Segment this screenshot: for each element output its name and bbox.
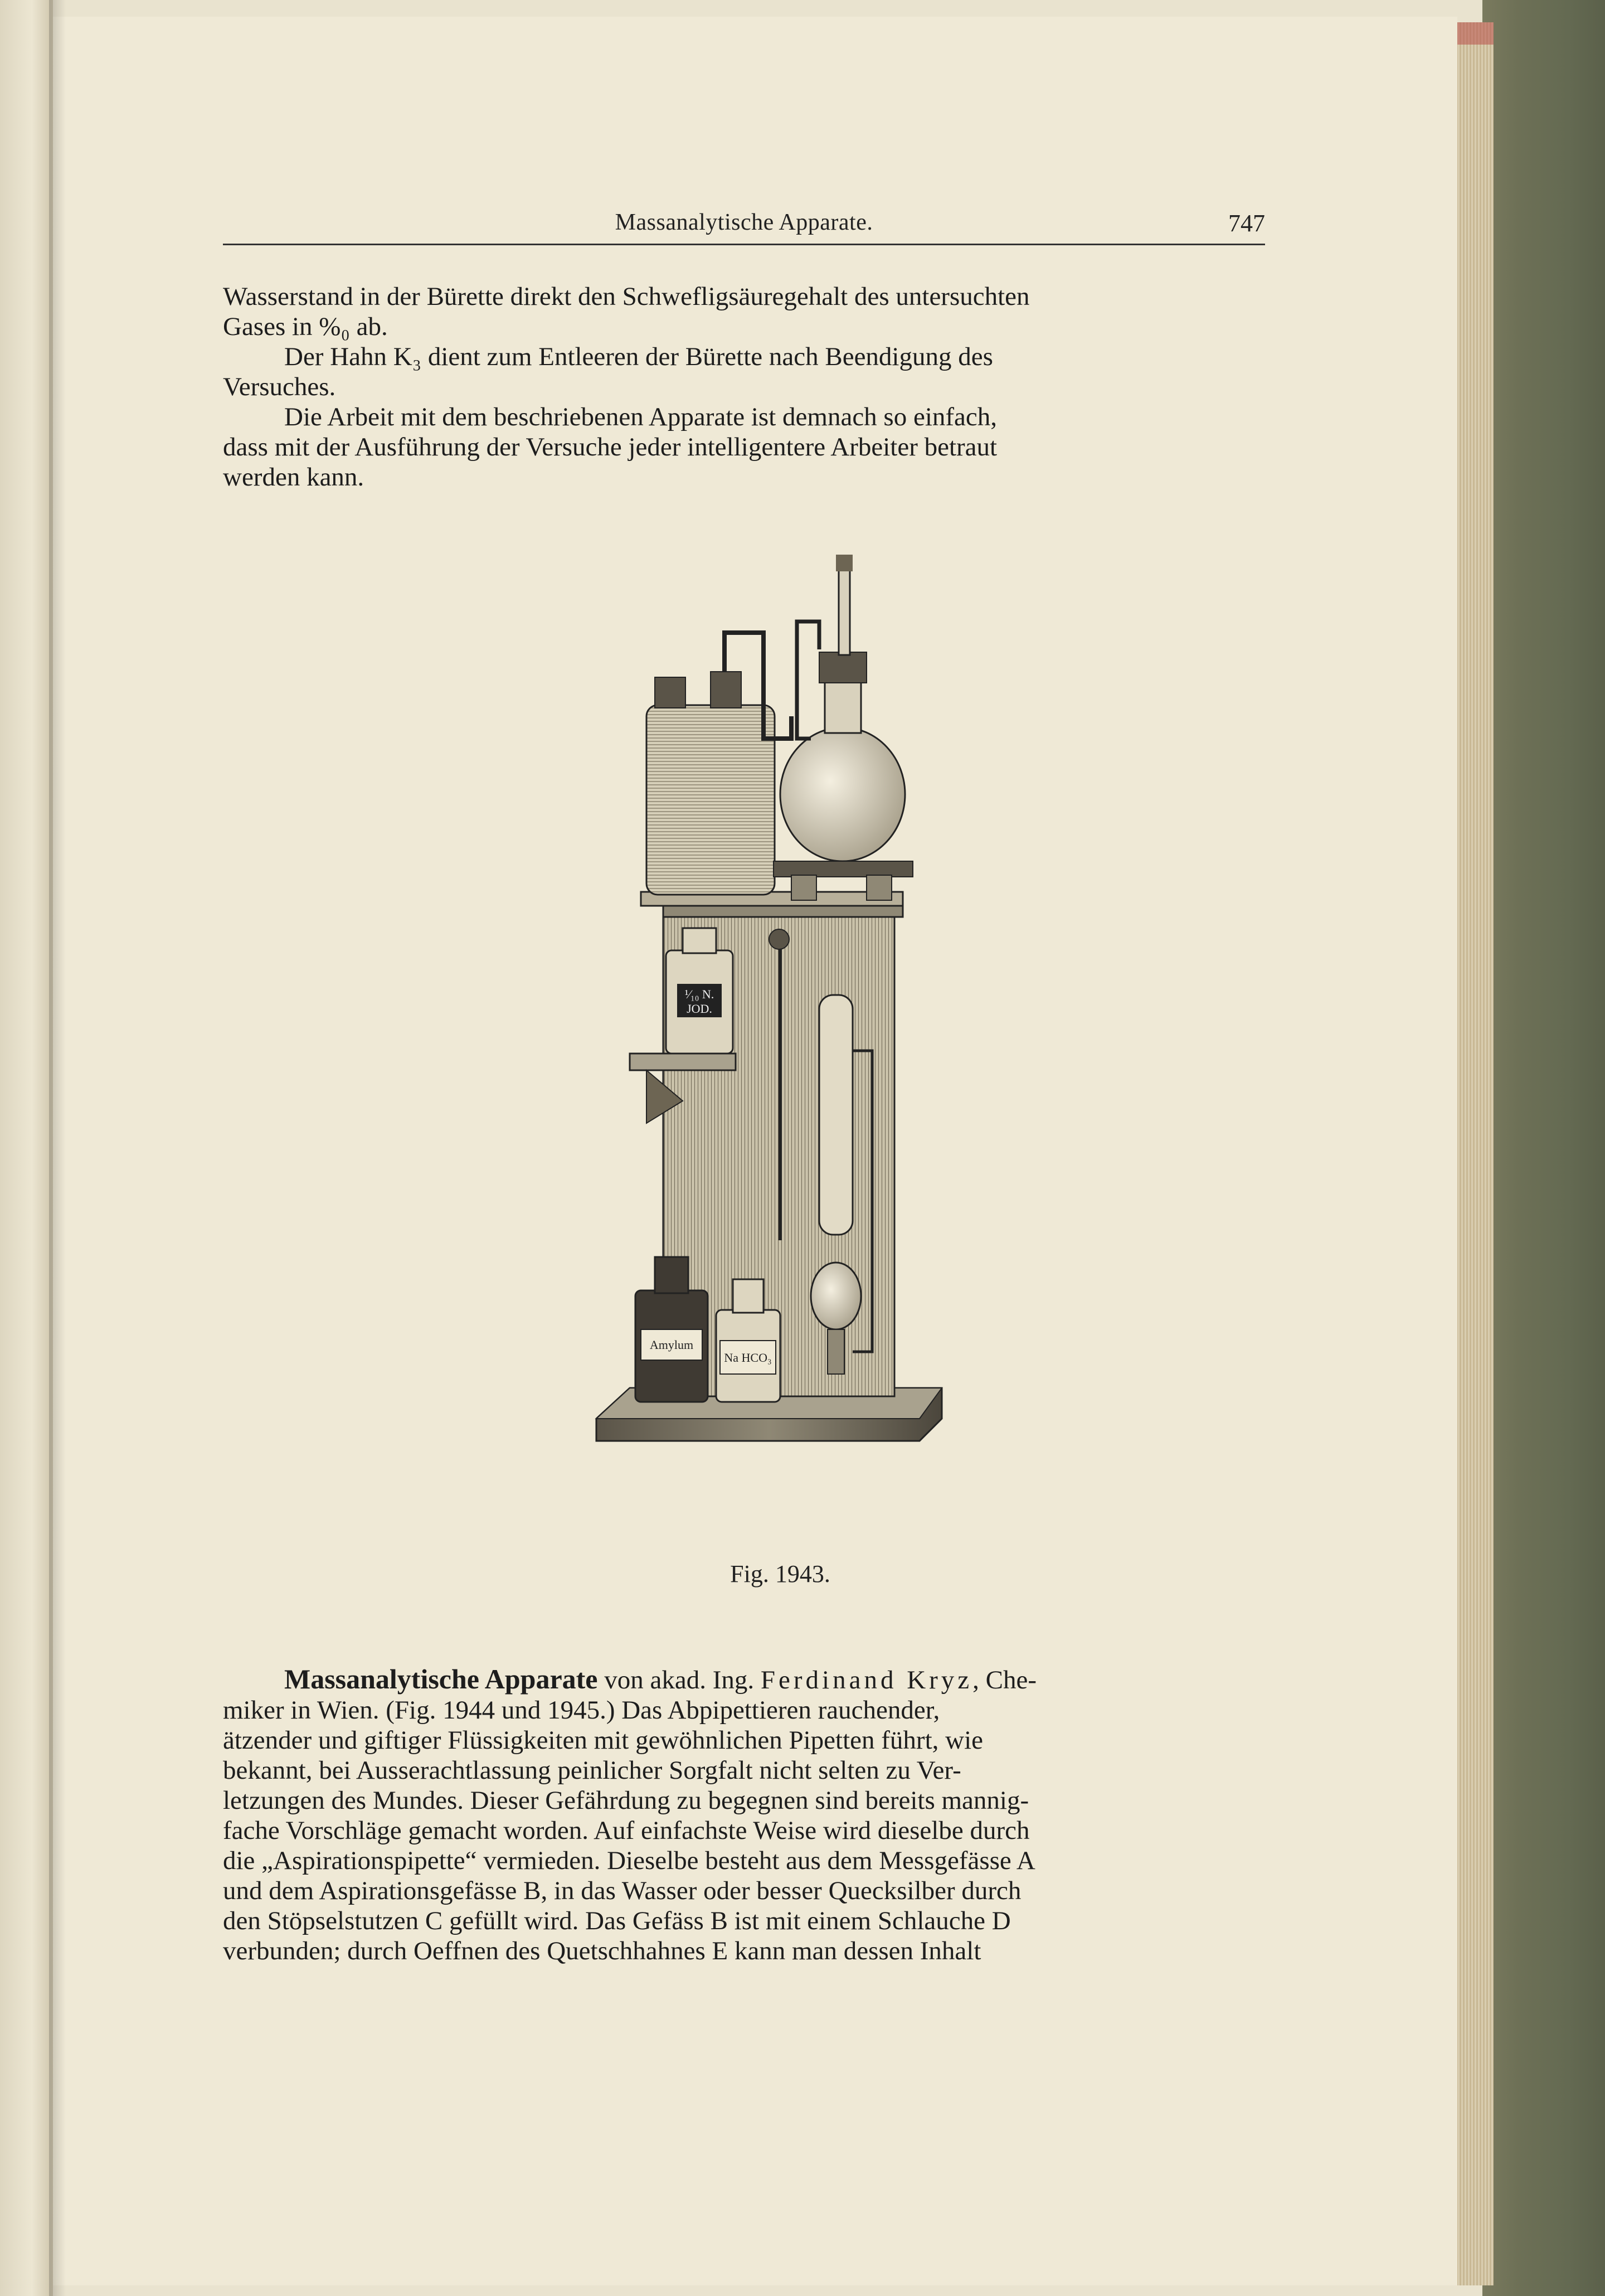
bottom-paragraph [223, 1664, 1265, 1966]
header-rule [223, 244, 1265, 245]
section-lead: Massanalytische Apparate [284, 1663, 598, 1695]
text-line: miker in Wien. (Fig. 1944 und 1945.) Das Abpipettieren rauchender, [223, 1696, 940, 1725]
book-cover-edge [1482, 0, 1605, 2296]
text-line: Versuches. [223, 372, 336, 401]
text-line: Wasserstand in der Bürette direkt den Schwefligsäuregehalt des untersuchten [223, 282, 1030, 311]
text-fragment: von akad. Ing. [597, 1666, 761, 1695]
gutter-shadow [49, 0, 66, 2296]
side-shelf [630, 1054, 736, 1070]
text-line: fache Vorschläge gemacht worden. Auf einfachste Weise wird dieselbe durch [223, 1816, 1030, 1845]
text-line: die „Aspirationspipette“ vermieden. Dieselbe besteht aus dem Messgefässe A [223, 1846, 1035, 1875]
sodium-bicarbonate-label: Na HCO₃ [724, 1351, 772, 1365]
running-head: Massanalytische Apparate. [615, 210, 873, 235]
page-number: 747 [1228, 210, 1265, 237]
text-line: Die Arbeit mit dem beschriebenen Apparate ist demnach so einfach, [284, 402, 998, 431]
iodine-label-line1: ¹⁄₁₀ N. [684, 987, 714, 1001]
text-line: ätzender und giftiger Flüssigkeiten mit gewöhnlichen Pipetten führt, wie [223, 1726, 983, 1755]
facing-page-edge [0, 0, 53, 2296]
text-line: Der Hahn K₃ dient zum Entleeren der Bürette nach Beendigung des [284, 342, 993, 371]
text-line: verbunden; durch Oeffnen des Quetschhahnes E kann man dessen Inhalt [223, 1936, 981, 1965]
text-line: letzungen des Mundes. Dieser Gefährdung zu begegnen sind bereits mannig- [223, 1786, 1029, 1815]
text-line: den Stöpselstutzen C gefüllt wird. Das Gefäss B ist mit einem Schlauche D [223, 1906, 1011, 1935]
amylum-label: Amylum [649, 1338, 694, 1352]
text-line: und dem Aspirationsgefässe B, in das Wasser oder besser Quecksilber durch [223, 1876, 1022, 1905]
page-header [223, 209, 1265, 242]
round-flask [780, 727, 905, 861]
large-bottle [646, 705, 775, 895]
text-fragment: , Che- [972, 1666, 1037, 1695]
author-name: Ferdinand Kryz [760, 1666, 973, 1695]
burette [819, 995, 853, 1235]
text-line: werden kann. [223, 463, 364, 492]
iodine-label-line2: JOD. [687, 1002, 712, 1016]
text-line: bekannt, bei Ausserachtlassung peinlicher Sorgfalt nicht selten zu Ver- [223, 1756, 961, 1785]
text-line: Gases in %₀ ab. [223, 312, 388, 341]
apparatus-illustration [557, 549, 959, 1525]
top-paragraphs [223, 281, 1265, 492]
text-line: dass mit der Ausführung der Versuche jeder intelligentere Arbeiter betraut [223, 433, 998, 462]
figure-caption: Fig. 1943. [730, 1560, 830, 1588]
page-block-edge [1455, 22, 1494, 2285]
